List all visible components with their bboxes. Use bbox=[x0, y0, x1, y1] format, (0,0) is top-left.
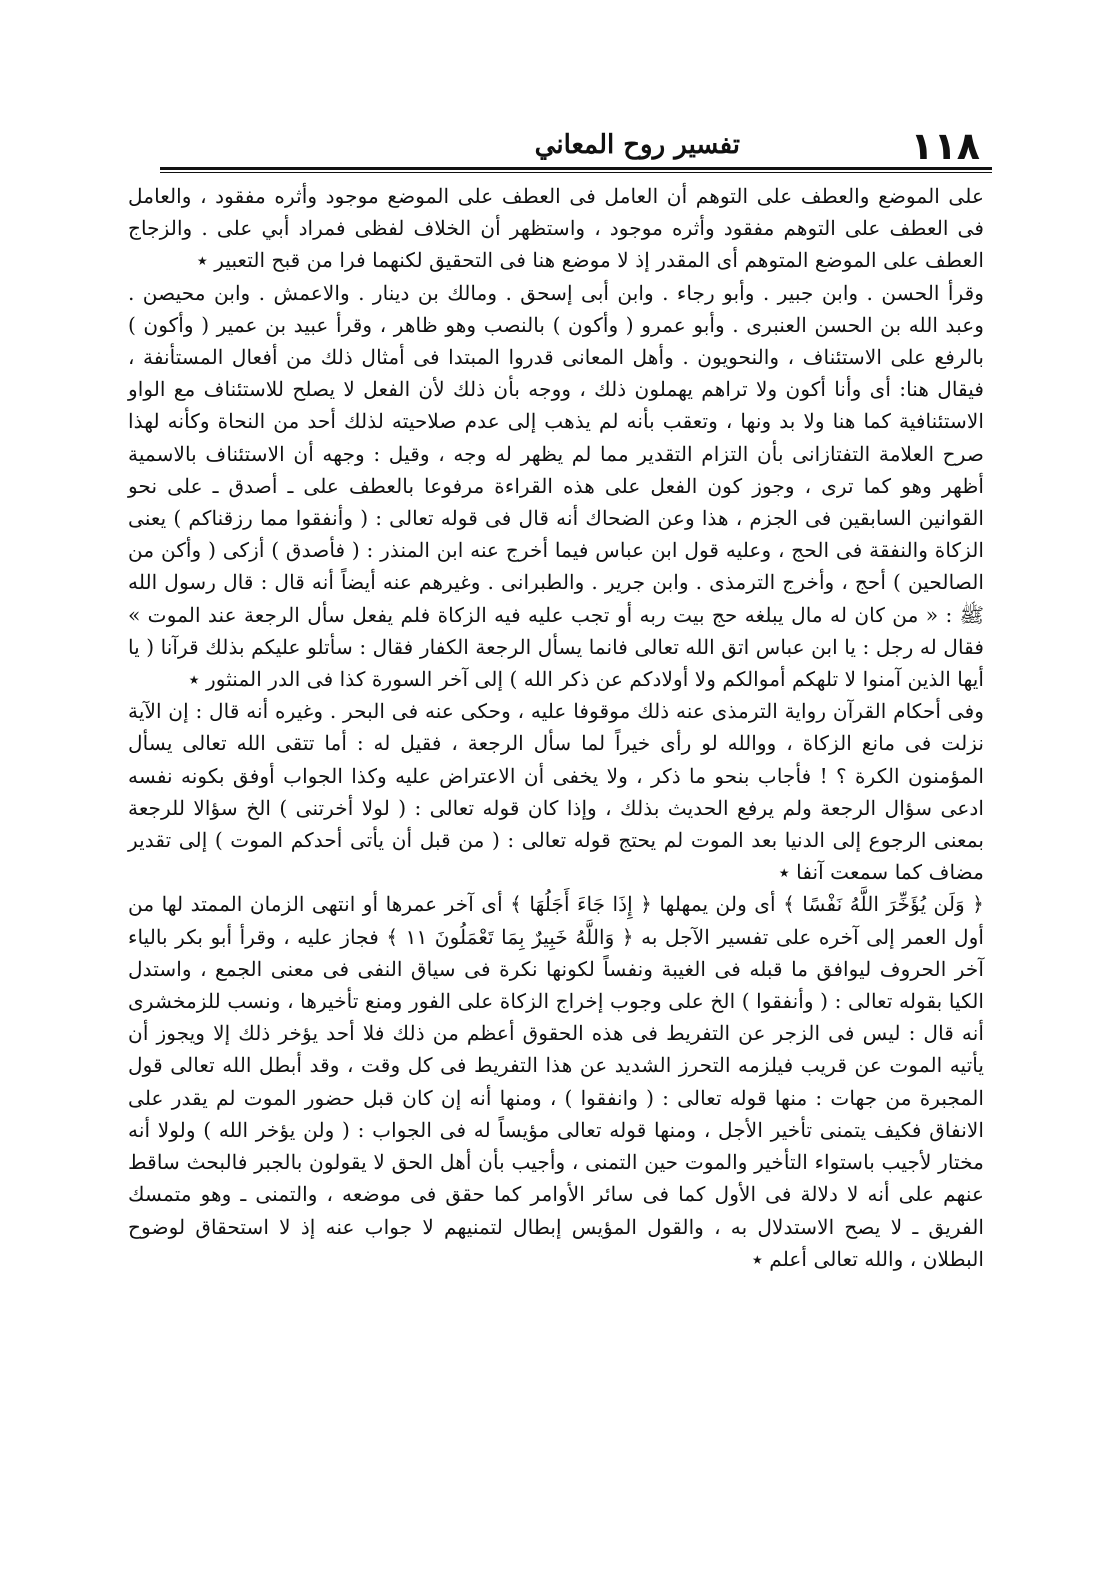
paragraph: وفى أحكام القرآن رواية الترمذى عنه ذلك موقوفا عليه ، وحكى عنه فى البحر . وغيره أنه قال : إن الآية نزلت فى مانع الزكاة ، ووالله لو رأى خيراً لما سأل الرجعة ، فقيل له : أما تتقى الله تعالى يسأل المؤمنون الكرة ؟ ! فأجاب بنحو ما ذكر ، ولا يخفى أن الاعتراض عليه وكذا الجواب أوفق بكونه نفسه ادعى سؤال الرجعة ولم يرفع الحديث بذلك ، وإذا كان قوله تعالى : ( لولا أخرتنى ) الخ سؤالا للرجعة بمعنى الرجوع إلى الدنيا بعد الموت لم يحتج قوله تعالى : ( من قبل أن يأتى أحدكم الموت ) إلى تقدير مضاف كما سمعت آنفا ٭ bbox=[128, 699, 984, 885]
running-title: تفسير روح المعاني bbox=[534, 130, 740, 160]
header-rule bbox=[160, 167, 992, 170]
paragraph: على الموضع والعطف على التوهم أن العامل فى العطف على الموضع موجود وأثره مفقود ، والعامل فى العطف على التوهم مفقود وأثره موجود ، واستظهر أن الخلاف لفظى فمراد أبي على . والزجاج العطف على الموضع المتوهم أى المقدر إذ لا موضع هنا فى التحقيق لكنهما فرا من قبح التعبير ٭ bbox=[128, 184, 984, 273]
paragraph: وقرأ الحسن . وابن جبير . وأبو رجاء . وابن أبى إسحق . ومالك بن دينار . والاعمش . وابن محيصن . وعبد الله بن الحسن العنبرى . وأبو عمرو ( وأكون ) بالنصب وهو ظاهر ، وقرأ عبيد بن عمير ( وأكون ) بالرفع على الاستئناف ، والنحويون . وأهل المعانى قدروا المبتدا فى أمثال ذلك من أفعال المستأنفة ، فيقال هنا: أى وأنا أكون ولا تراهم يهملون ذلك ، ووجه بأن ذلك لأن الفعل لا يصلح للاستئناف مع الواو الاستئنافية كما هنا ولا بد ونها ، وتعقب بأنه لم يذهب إلى عدم صلاحيته لذلك أحد من النحاة وكأنه لهذا صرح العلامة التفتازانى بأن التزام التقدير مما لم يظهر له وجه ، وقيل : وجهه أن الاستئناف بالاسمية أظهر وهو كما ترى ، وجوز كون الفعل على هذه القراءة مرفوعا بالعطف على ـ أصدق ـ على نحو القوانين السابقين فى الجزم ، هذا وعن الضحاك أنه قال فى قوله تعالى : ( وأنفقوا مما رزقناكم ) يعنى الزكاة والنفقة فى الحج ، وعليه قول ابن عباس فيما أخرج عنه ابن المنذر : ( فأصدق ) أزكى ( وأكن من الصالحين ) أحج ، وأخرج الترمذى . وابن جرير . والطبرانى . وغيرهم عنه أيضاً أنه قال : قال رسول الله ﷺ : « من كان له مال يبلغه حج بيت ربه أو تجب عليه فيه الزكاة فلم يفعل سأل الرجعة عند الموت » فقال له رجل : يا ابن عباس اتق الله تعالى فانما يسأل الرجعة الكفار فقال : سأتلو عليكم بذلك قرآنا ( يا أيها الذين آمنوا لا تلهكم أموالكم ولا أولادكم عن ذكر الله ) إلى آخر السورة كذا فى الدر المنثور ٭ bbox=[128, 280, 984, 692]
body-text bbox=[128, 180, 984, 1275]
header-rule-thin bbox=[160, 172, 992, 173]
page-number: ١١٨ bbox=[910, 124, 980, 168]
paragraph: ﴿ وَلَن يُؤَخِّرَ اللَّهُ نَفْسًا ﴾ أى ولن يمهلها ﴿ إِذَا جَاءَ أَجَلُهَا ﴾ أى آخر عمرها أو انتهى الزمان الممتد لها من أول العمر إلى آخره على تفسير الآجل به ﴿ وَاللَّهُ خَبِيرٌ بِمَا تَعْمَلُونَ ١١ ﴾ فجاز عليه ، وقرأ أبو بكر بالياء آخر الحروف ليوافق ما قبله فى الغيبة ونفساً لكونها نكرة فى سياق النفى فى معنى الجمع ، واستدل الكيا بقوله تعالى : ( وأنفقوا ) الخ على وجوب إخراج الزكاة على الفور ومنع تأخيرها ، ونسب للزمخشرى أنه قال : ليس فى الزجر عن التفريط فى هذه الحقوق أعظم من ذلك فلا أحد يؤخر ذلك إلا ويجوز أن يأتيه الموت عن قريب فيلزمه التحرز الشديد عن هذا التفريط فى كل وقت ، وقد أبطل الله تعالى قول المجبرة من جهات : منها قوله تعالى : ( وانفقوا ) ، ومنها أنه إن كان قبل حضور الموت لم يقدر على الانفاق فكيف يتمنى تأخير الأجل ، ومنها قوله تعالى مؤيساً له فى الجواب : ( ولن يؤخر الله ) ولولا أنه مختار لأجيب باستواء التأخير والموت حين التمنى ، وأجيب بأن أهل الحق لا يقولون بالجبر فالبحث ساقط عنهم على أنه لا دلالة فى الأول كما فى سائر الأوامر كما حقق فى موضعه ، والتمنى ـ وهو متمسك الفريق ـ لا يصح الاستدلال به ، والقول المؤيس إبطال لتمنيهم لا جواب عنه إذ لا استحقاق لوضوح البطلان ، والله تعالى أعلم ٭ bbox=[128, 892, 984, 1271]
page-header bbox=[160, 118, 990, 168]
